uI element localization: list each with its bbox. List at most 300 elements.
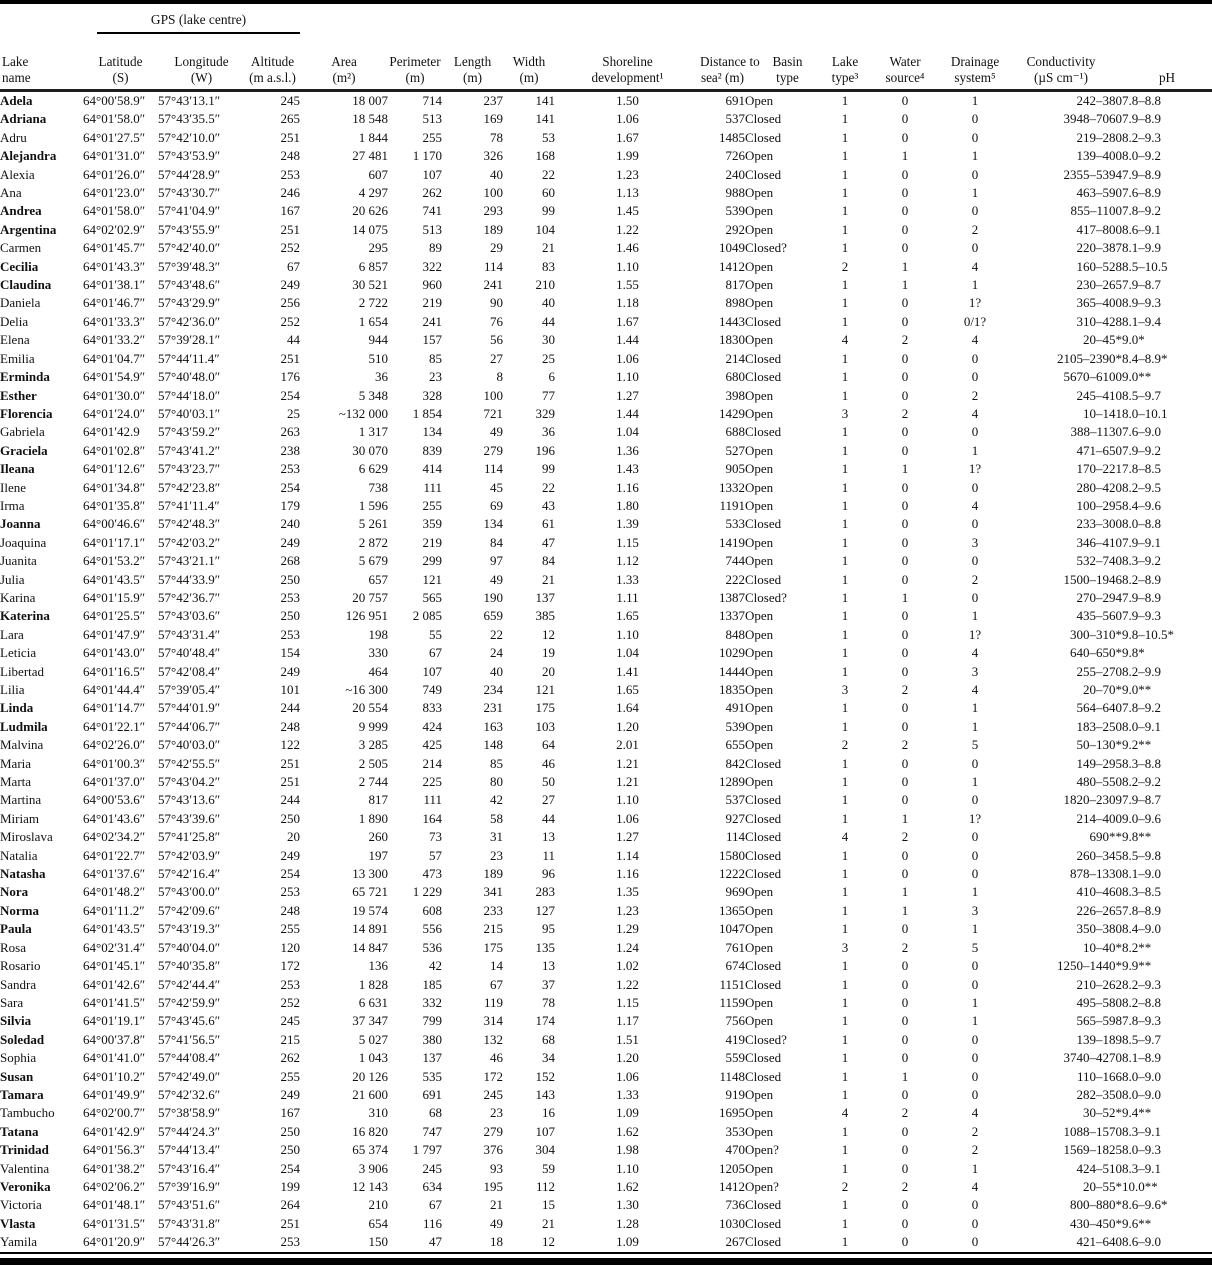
- shoreline-development-cell: 1.80: [616, 497, 639, 513]
- drainage-system-cell: 4: [971, 1105, 979, 1121]
- lake-name-cell: Daniela: [0, 295, 41, 311]
- water-source-cell: 0: [901, 958, 909, 974]
- perimeter-cell: 328: [422, 387, 443, 403]
- perimeter-cell: 67: [429, 645, 443, 661]
- altitude-cell: 253: [280, 1234, 301, 1250]
- altitude-cell: 249: [280, 534, 301, 550]
- basin-type-cell: Closed: [745, 792, 782, 808]
- water-source-cell: 0: [901, 1031, 909, 1047]
- water-source-cell: 0: [901, 93, 909, 108]
- basin-type-cell: Open: [745, 332, 774, 348]
- width-cell: 104: [535, 221, 556, 237]
- latitude-cell: 64°01′12.6″: [83, 461, 146, 477]
- longitude-cell: 57°43′45.6″: [158, 1013, 221, 1029]
- altitude-cell: 245: [280, 1013, 301, 1029]
- water-source-cell: 0: [901, 1050, 909, 1066]
- water-source-cell: 2: [901, 737, 909, 753]
- conductivity-cell: 410–460: [1076, 884, 1123, 900]
- basin-type-cell: Open: [745, 258, 774, 274]
- basin-type-cell: Closed: [745, 313, 782, 329]
- area-cell: 330: [368, 645, 389, 661]
- length-cell: 18: [490, 1234, 504, 1250]
- basin-type-cell: Closed: [745, 1197, 782, 1213]
- lake-type-cell: 1: [841, 792, 849, 808]
- width-cell: 95: [542, 921, 556, 937]
- latitude-cell: 64°01′11.2″: [83, 902, 145, 918]
- lake-type-cell: 1: [841, 921, 849, 937]
- ph-cell: 7.9–8.9: [1122, 166, 1162, 182]
- area-cell: 260: [368, 829, 389, 845]
- table-row: [0, 1215, 1212, 1233]
- water-source-cell: 2: [901, 1178, 909, 1194]
- ph-cell: 8.2–9.5: [1122, 479, 1162, 495]
- ph-cell: 8.4–9.0: [1122, 921, 1162, 937]
- water-source-cell: 0: [901, 534, 909, 550]
- shoreline-development-cell: 1.50: [616, 93, 639, 108]
- width-cell: 25: [542, 350, 556, 366]
- lake-name-cell: Ludmila: [0, 718, 48, 734]
- basin-type-cell: Open: [745, 221, 774, 237]
- latitude-cell: 64°01′54.9″: [83, 369, 146, 385]
- lake-type-cell: 4: [841, 1105, 849, 1121]
- distance-to-sea-cell: 114: [725, 829, 746, 845]
- drainage-system-cell: 0: [971, 369, 979, 385]
- width-cell: 30: [542, 332, 556, 348]
- longitude-cell: 57°40′03.1″: [158, 405, 221, 421]
- area-cell: 65 374: [352, 1142, 389, 1158]
- drainage-system-cell: 0: [971, 203, 979, 219]
- table-row: [0, 663, 1212, 681]
- water-source-cell: 0: [901, 571, 909, 587]
- perimeter-cell: 107: [422, 663, 443, 679]
- table-row: [0, 1068, 1212, 1086]
- area-cell: 1 596: [358, 497, 389, 513]
- ph-cell: 9.4**: [1122, 1105, 1152, 1121]
- length-cell: 23: [490, 1105, 504, 1121]
- lake-name-cell: Veronika: [0, 1178, 51, 1194]
- ph-cell: 8.5–10.5: [1122, 258, 1168, 274]
- lake-type-cell: 1: [841, 755, 849, 771]
- conductivity-cell: 417–800: [1076, 221, 1123, 237]
- basin-type-cell: Open: [745, 93, 774, 108]
- perimeter-cell: 322: [422, 258, 443, 274]
- longitude-cell: 57°42′03.9″: [158, 847, 221, 863]
- table-row: [0, 1086, 1212, 1104]
- column-header-water-source: Water source⁴: [860, 34, 950, 91]
- perimeter-cell: 85: [429, 350, 443, 366]
- longitude-cell: 57°43′39.6″: [158, 810, 221, 826]
- width-cell: 143: [535, 1086, 556, 1102]
- width-cell: 99: [542, 203, 556, 219]
- table-header: [0, 4, 1212, 91]
- altitude-cell: 246: [280, 185, 301, 201]
- ph-cell: 8.2–9.9: [1122, 663, 1162, 679]
- length-cell: 21: [490, 1197, 504, 1213]
- lake-type-cell: 3: [841, 682, 849, 697]
- basin-type-cell: Open: [745, 608, 774, 624]
- distance-to-sea-cell: 1029: [719, 645, 746, 661]
- shoreline-development-cell: 1.11: [616, 589, 639, 605]
- water-source-cell: 0: [901, 847, 909, 863]
- drainage-system-cell: 0: [971, 866, 979, 882]
- area-cell: 210: [368, 1197, 389, 1213]
- length-cell: 233: [483, 902, 504, 918]
- area-cell: 1 844: [358, 129, 389, 145]
- area-cell: 30 070: [352, 442, 389, 458]
- latitude-cell: 64°01′43.0″: [83, 645, 146, 661]
- conductivity-cell: 214–400: [1076, 810, 1123, 826]
- conductivity-cell: 463–590: [1076, 185, 1123, 201]
- drainage-system-cell: 1?: [968, 626, 982, 642]
- water-source-cell: 2: [901, 332, 909, 348]
- conductivity-cell: 495–580: [1076, 994, 1123, 1010]
- length-cell: 189: [483, 221, 504, 237]
- lake-type-cell: 1: [841, 571, 849, 587]
- area-cell: ~16 300: [345, 682, 389, 697]
- area-cell: 37 347: [352, 1013, 389, 1029]
- drainage-system-cell: 0: [971, 589, 979, 605]
- area-cell: 607: [368, 166, 389, 182]
- longitude-cell: 57°42′36.7″: [158, 589, 221, 605]
- conductivity-cell: 280–420: [1076, 479, 1123, 495]
- ph-cell: 8.1–9.9: [1122, 240, 1162, 256]
- latitude-cell: 64°01′33.2″: [83, 332, 146, 348]
- altitude-cell: 250: [280, 571, 301, 587]
- lake-type-cell: 1: [841, 185, 849, 201]
- area-cell: 150: [368, 1234, 389, 1250]
- length-cell: 169: [483, 111, 504, 127]
- distance-to-sea-cell: 1205: [719, 1160, 746, 1176]
- latitude-cell: 64°02′00.7″: [83, 1105, 146, 1121]
- shoreline-development-cell: 1.33: [616, 571, 639, 587]
- water-source-cell: 0: [901, 718, 909, 734]
- ph-cell: 8.2–9.3: [1122, 129, 1162, 145]
- latitude-cell: 64°00′53.6″: [83, 792, 146, 808]
- altitude-cell: 263: [280, 424, 301, 440]
- lake-type-cell: 1: [841, 994, 849, 1010]
- drainage-system-cell: 3: [971, 663, 979, 679]
- distance-to-sea-cell: 1443: [719, 313, 746, 329]
- altitude-cell: 254: [280, 1160, 301, 1176]
- distance-to-sea-cell: 1047: [719, 921, 746, 937]
- area-cell: ~132 000: [338, 405, 389, 421]
- longitude-cell: 57°43′19.3″: [158, 921, 221, 937]
- distance-to-sea-cell: 848: [725, 626, 746, 642]
- ph-cell: 8.5–9.7: [1122, 1031, 1162, 1047]
- conductivity-cell: 100–295: [1076, 497, 1123, 513]
- perimeter-cell: 833: [422, 700, 443, 716]
- distance-to-sea-cell: 1289: [719, 774, 746, 790]
- width-cell: 175: [535, 700, 556, 716]
- water-source-cell: 0: [901, 663, 909, 679]
- drainage-system-cell: 4: [971, 405, 979, 421]
- shoreline-development-cell: 1.64: [616, 700, 639, 716]
- area-cell: 21 600: [352, 1086, 389, 1102]
- lake-type-cell: 1: [841, 111, 849, 127]
- drainage-system-cell: 4: [971, 682, 979, 697]
- area-cell: 5 679: [358, 553, 389, 569]
- lake-type-cell: 1: [841, 313, 849, 329]
- water-source-cell: 0: [901, 516, 909, 532]
- distance-to-sea-cell: 398: [725, 387, 746, 403]
- drainage-system-cell: 1?: [968, 810, 982, 826]
- drainage-system-cell: 0: [971, 166, 979, 182]
- ph-cell: 9.0**: [1122, 682, 1152, 697]
- conductivity-cell: 878–1330: [1070, 866, 1123, 882]
- lake-type-cell: 1: [841, 1050, 849, 1066]
- lake-type-cell: 1: [841, 902, 849, 918]
- perimeter-cell: 359: [422, 516, 443, 532]
- gps-group-header: [83, 4, 300, 34]
- altitude-cell: 154: [280, 645, 301, 661]
- lake-name-cell: Libertad: [0, 663, 45, 679]
- table-row: [0, 239, 1212, 257]
- length-cell: 659: [483, 608, 504, 624]
- area-cell: 36: [375, 369, 389, 385]
- distance-to-sea-cell: 1444: [719, 663, 746, 679]
- length-cell: 78: [490, 129, 504, 145]
- distance-to-sea-cell: 1412: [719, 258, 746, 274]
- lake-type-cell: 1: [841, 774, 849, 790]
- perimeter-cell: 57: [429, 847, 443, 863]
- drainage-system-cell: 0: [971, 129, 979, 145]
- length-cell: 49: [490, 571, 504, 587]
- table-row: [0, 479, 1212, 497]
- latitude-cell: 64°01′02.8″: [83, 442, 146, 458]
- length-cell: 132: [483, 1031, 504, 1047]
- table-row: [0, 718, 1212, 736]
- perimeter-cell: 747: [422, 1123, 443, 1139]
- basin-type-cell: Closed: [745, 976, 782, 992]
- latitude-cell: 64°01′43.5″: [83, 571, 146, 587]
- longitude-cell: 57°44′24.3″: [158, 1123, 221, 1139]
- ph-cell: 8.1–9.0: [1122, 866, 1162, 882]
- basin-type-cell: Closed: [745, 516, 782, 532]
- longitude-cell: 57°42′03.2″: [158, 534, 221, 550]
- shoreline-development-cell: 1.18: [616, 295, 639, 311]
- ph-cell: 8.4–8.9*: [1122, 350, 1168, 366]
- drainage-system-cell: 1: [971, 185, 979, 201]
- water-source-cell: 0: [901, 1197, 909, 1213]
- area-cell: 12 143: [352, 1178, 389, 1194]
- ph-cell: 8.9–9.3: [1122, 295, 1162, 311]
- shoreline-development-cell: 1.14: [616, 847, 639, 863]
- drainage-system-cell: 0: [971, 1234, 979, 1250]
- perimeter-cell: 157: [422, 332, 443, 348]
- width-cell: 121: [535, 682, 556, 697]
- basin-type-cell: Open: [745, 700, 774, 716]
- drainage-system-cell: 0: [971, 1086, 979, 1102]
- conductivity-cell: 346–410: [1076, 534, 1123, 550]
- area-cell: 310: [368, 1105, 389, 1121]
- area-cell: 14 891: [352, 921, 389, 937]
- water-source-cell: 0: [901, 295, 909, 311]
- perimeter-cell: 73: [429, 829, 443, 845]
- length-cell: 279: [483, 442, 504, 458]
- distance-to-sea-cell: 292: [725, 221, 746, 237]
- area-cell: 20 626: [352, 203, 389, 219]
- drainage-system-cell: 2: [971, 571, 979, 587]
- width-cell: 16: [542, 1105, 556, 1121]
- ph-cell: 7.8–9.2: [1122, 203, 1162, 219]
- area-cell: 657: [368, 571, 389, 587]
- area-cell: 13 300: [352, 866, 389, 882]
- latitude-cell: 64°01′45.7″: [83, 240, 146, 256]
- width-cell: 44: [542, 810, 556, 826]
- length-cell: 314: [483, 1013, 504, 1029]
- width-cell: 43: [542, 497, 556, 513]
- perimeter-cell: 513: [422, 221, 443, 237]
- latitude-cell: 64°01′31.5″: [83, 1215, 146, 1231]
- ph-cell: 7.6–8.9: [1122, 185, 1162, 201]
- distance-to-sea-cell: 726: [725, 148, 746, 164]
- longitude-cell: 57°44′33.9″: [158, 571, 221, 587]
- area-cell: 1 317: [358, 424, 389, 440]
- latitude-cell: 64°02′26.0″: [83, 737, 146, 753]
- table-row: [0, 294, 1212, 312]
- shoreline-development-cell: 1.15: [616, 534, 639, 550]
- table-row: [0, 534, 1212, 552]
- ph-cell: 8.3–9.1: [1122, 1160, 1162, 1176]
- area-cell: 2 505: [358, 755, 389, 771]
- altitude-cell: 44: [287, 332, 301, 348]
- altitude-cell: 248: [280, 902, 301, 918]
- table-row: [0, 736, 1212, 754]
- perimeter-cell: 255: [422, 129, 443, 145]
- basin-type-cell: Open: [745, 902, 774, 918]
- conductivity-cell: 388–1130: [1070, 424, 1123, 440]
- table-row: [0, 1104, 1212, 1122]
- longitude-cell: 57°44′26.3″: [158, 1234, 221, 1250]
- drainage-system-cell: 1: [971, 994, 979, 1010]
- drainage-system-cell: 5: [971, 737, 979, 753]
- basin-type-cell: Open: [745, 994, 774, 1010]
- water-source-cell: 1: [901, 277, 909, 293]
- area-cell: 14 075: [352, 221, 389, 237]
- table-row: [0, 331, 1212, 349]
- column-header-area: Area (m²): [300, 34, 388, 91]
- lake-name-cell: Yamila: [0, 1234, 37, 1250]
- latitude-cell: 64°01′42.6″: [83, 976, 146, 992]
- basin-type-cell: Open: [745, 405, 774, 421]
- perimeter-cell: 2 085: [412, 608, 443, 624]
- drainage-system-cell: 0/1?: [963, 313, 987, 329]
- gps-group-row: [0, 4, 1212, 34]
- area-cell: 16 820: [352, 1123, 389, 1139]
- altitude-cell: 262: [280, 1050, 301, 1066]
- lake-name-cell: Claudina: [0, 277, 52, 293]
- drainage-system-cell: 1: [971, 700, 979, 716]
- distance-to-sea-cell: 744: [725, 553, 746, 569]
- shoreline-development-cell: 1.16: [616, 866, 639, 882]
- ph-cell: 9.9**: [1122, 958, 1152, 974]
- lake-type-cell: 1: [841, 608, 849, 624]
- table-row: [0, 515, 1212, 533]
- water-source-cell: 2: [901, 1105, 909, 1121]
- ph-cell: 8.3–8.8: [1122, 755, 1162, 771]
- altitude-cell: 251: [280, 129, 301, 145]
- ph-cell: 9.8*: [1122, 645, 1145, 661]
- area-cell: 18 007: [352, 93, 389, 108]
- width-cell: 59: [542, 1160, 556, 1176]
- length-cell: 721: [483, 405, 504, 421]
- latitude-cell: 64°01′22.7″: [83, 847, 146, 863]
- distance-to-sea-cell: 761: [725, 939, 746, 955]
- water-source-cell: 0: [901, 700, 909, 716]
- conductivity-cell: 260–345: [1076, 847, 1123, 863]
- length-cell: 231: [483, 700, 504, 716]
- latitude-cell: 64°01′43.5″: [83, 921, 146, 937]
- table-row: [0, 828, 1212, 846]
- lake-name-cell: Andrea: [0, 203, 42, 219]
- shoreline-development-cell: 1.10: [616, 626, 639, 642]
- conductivity-cell: 565–598: [1076, 1013, 1123, 1029]
- lake-type-cell: 1: [841, 442, 849, 458]
- table-row: [0, 810, 1212, 828]
- ph-cell: 8.2**: [1122, 939, 1152, 955]
- latitude-cell: 64°01′35.8″: [83, 497, 146, 513]
- conductivity-cell: 245–410: [1076, 387, 1123, 403]
- longitude-cell: 57°42′16.4″: [158, 866, 221, 882]
- length-cell: 293: [483, 203, 504, 219]
- distance-to-sea-cell: 1159: [719, 994, 746, 1010]
- ph-cell: 9.8**: [1122, 829, 1152, 845]
- water-source-cell: 0: [901, 755, 909, 771]
- longitude-cell: 57°43′13.6″: [158, 792, 221, 808]
- latitude-cell: 64°01′48.2″: [83, 884, 146, 900]
- drainage-system-cell: 1: [971, 1013, 979, 1029]
- shoreline-development-cell: 1.06: [616, 350, 639, 366]
- shoreline-development-cell: 1.17: [616, 1013, 639, 1029]
- longitude-cell: 57°42′23.8″: [158, 479, 221, 495]
- basin-type-cell: Closed: [745, 1050, 782, 1066]
- distance-to-sea-cell: 674: [725, 958, 746, 974]
- conductivity-cell: 1820–2309: [1063, 792, 1123, 808]
- basin-type-cell: Closed: [745, 129, 782, 145]
- lake-name-cell: Irma: [0, 497, 25, 513]
- conductivity-cell: 435–560: [1076, 608, 1123, 624]
- conductivity-cell: 219–280: [1076, 129, 1123, 145]
- latitude-cell: 64°01′37.6″: [83, 866, 146, 882]
- column-header-longitude: Longitude (W): [158, 34, 245, 91]
- basin-type-cell: Closed: [745, 369, 782, 385]
- table-bottom-rule: [0, 1258, 1212, 1265]
- table-row: [0, 184, 1212, 202]
- perimeter-cell: 556: [422, 921, 443, 937]
- conductivity-cell: 564–640: [1076, 700, 1123, 716]
- basin-type-cell: Open: [745, 737, 774, 753]
- longitude-cell: 57°43′16.4″: [158, 1160, 221, 1176]
- area-cell: 197: [368, 847, 389, 863]
- lake-type-cell: 2: [841, 737, 849, 753]
- ph-cell: 8.0–9.3: [1122, 1142, 1162, 1158]
- lake-type-cell: 1: [841, 847, 849, 863]
- water-source-cell: 0: [901, 203, 909, 219]
- drainage-system-cell: 5: [971, 939, 979, 955]
- lake-name-cell: Lilia: [0, 682, 25, 697]
- lake-name-cell: Emilia: [0, 350, 35, 366]
- conductivity-cell: 421–640: [1076, 1234, 1123, 1250]
- altitude-cell: 265: [280, 111, 301, 127]
- water-source-cell: 0: [901, 166, 909, 182]
- lake-name-cell: Natasha: [0, 866, 46, 882]
- width-cell: 127: [535, 902, 556, 918]
- altitude-cell: 245: [280, 93, 301, 108]
- length-cell: 234: [483, 682, 504, 697]
- latitude-cell: 64°01′04.7″: [83, 350, 146, 366]
- width-cell: 47: [542, 534, 556, 550]
- ph-cell: 8.6–9.1: [1122, 221, 1162, 237]
